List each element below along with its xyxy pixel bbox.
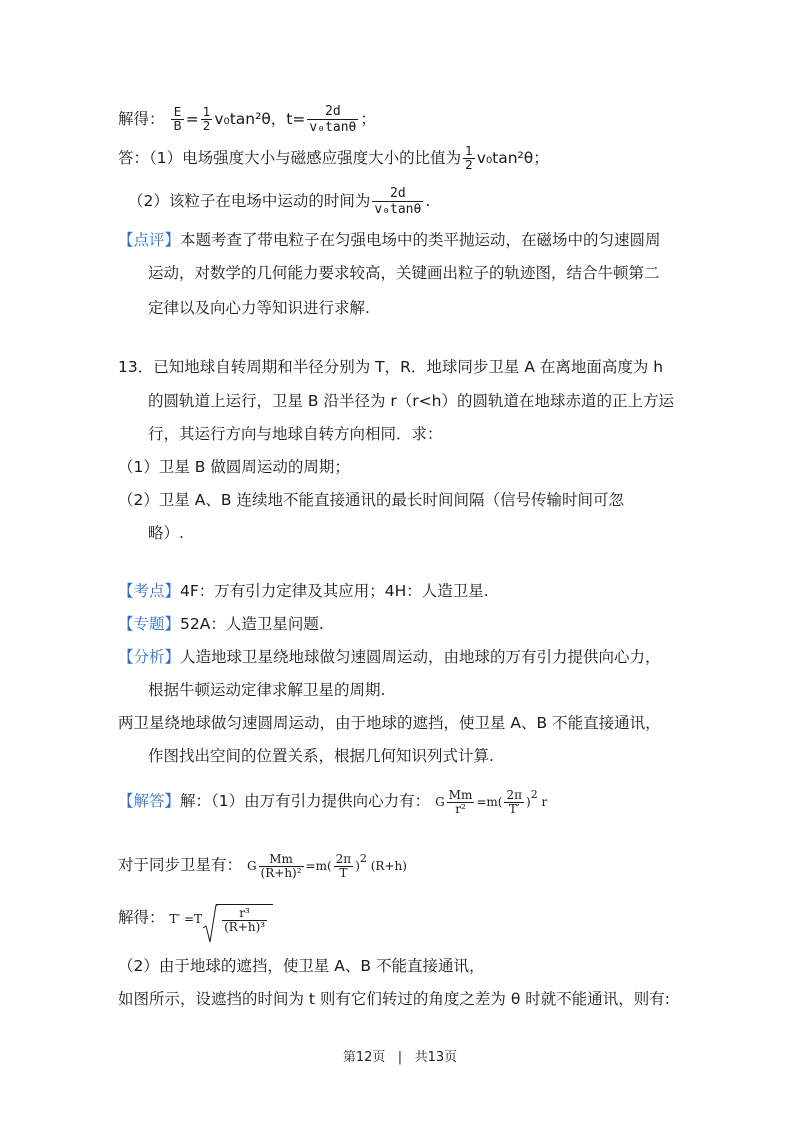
question-13-part-2	[118, 489, 624, 511]
numerator: 2d	[372, 186, 423, 202]
answer-line-1	[118, 145, 549, 172]
equation-3	[169, 906, 273, 934]
analysis-text: 两卫星绕地球做匀速圆周运动，由于地球的遮挡，使卫星 A、B 不能直接通讯，	[118, 714, 661, 732]
punctuation: ；	[360, 110, 376, 128]
solution-line-1	[118, 104, 376, 135]
denominator: 2	[465, 158, 473, 172]
page-total: 共13页	[414, 1050, 458, 1065]
question-13-line-2	[148, 390, 674, 412]
fraction-2pi-t	[334, 853, 354, 880]
analysis-text: 人造地球卫星绕地球做匀速圆周运动，由地球的万有引力提供向心力，	[180, 648, 661, 666]
comment-line-1	[118, 229, 661, 251]
comment-tag: 【点评】	[118, 231, 181, 249]
numerator: 1	[465, 144, 473, 158]
fraction-half	[463, 145, 475, 172]
solution-text: 如图所示，设遮挡的时间为 t 则有它们转过的角度之差为 θ 时就不能通讯，则有:	[118, 990, 670, 1008]
comment-text: 定律以及向心力等知识进行求解.	[148, 299, 370, 317]
analysis-line-3	[118, 712, 661, 734]
denominator: T′	[508, 802, 520, 816]
operator: =m(	[476, 795, 503, 809]
knowledge-tag: 【考点】	[118, 582, 181, 600]
comment-text: 运动，对数学的几何能力要求较高，关键画出粒子的轨迹图，结合牛顿第二	[148, 264, 660, 282]
fraction-r3-rh3	[222, 907, 267, 934]
numerator: Mm	[259, 853, 304, 867]
analysis-text: 根据牛顿运动定律求解卫星的周期.	[148, 681, 386, 699]
page-number: 第12页	[342, 1050, 386, 1065]
exponent: 2	[359, 852, 367, 865]
equation-2	[246, 852, 407, 880]
analysis-line-1	[118, 646, 661, 668]
answer-text: 答：（1）电场强度大小与磁感应强度大小的比值为	[118, 149, 462, 167]
punctuation: .	[425, 192, 431, 210]
denominator: (R+h)²	[260, 866, 302, 880]
denominator: (R+h)³	[224, 920, 266, 934]
paren: )	[526, 795, 531, 809]
fraction-time	[372, 186, 423, 217]
square-root	[202, 904, 273, 934]
expression-text: v₀tan²θ，t=	[214, 110, 306, 128]
analysis-tag: 【分析】	[118, 648, 181, 666]
denominator: 2	[202, 119, 211, 133]
numerator: 2π	[335, 852, 352, 866]
question-13-part-1	[118, 456, 350, 478]
numerator: Mm	[448, 788, 473, 802]
solution-eq-2	[118, 848, 407, 880]
knowledge-text: 4F：万有引力定律及其应用；4H：人造卫星.	[180, 582, 489, 600]
comment-line-3	[148, 297, 370, 319]
analysis-text: 作图找出空间的位置关系，根据几何知识列式计算.	[148, 747, 494, 765]
equals: =	[185, 110, 199, 128]
answer-line-2	[128, 186, 430, 217]
fraction-half	[201, 106, 213, 133]
topic-tag: 【专题】	[118, 615, 181, 633]
page-footer	[0, 1046, 800, 1065]
part-2-line-2	[118, 988, 670, 1010]
denominator: B	[173, 119, 182, 133]
topic-text: 52A：人造卫星问题.	[180, 615, 324, 633]
question-text: （1）卫星 B 做圆周运动的周期；	[118, 458, 350, 476]
numerator: 2π	[506, 788, 522, 802]
label-solve: 解得：	[118, 110, 165, 128]
solution-tag: 【解答】	[118, 792, 181, 810]
denominator: v₀tanθ	[374, 202, 422, 217]
fraction-2pi-t	[504, 789, 524, 816]
question-text: 行，其运行方向与地球自转方向相同．求：	[148, 425, 443, 443]
exponent: 2	[530, 788, 538, 801]
question-text: 略）.	[148, 524, 184, 542]
comment-line-2	[148, 262, 660, 284]
period-lhs: T′ =T	[169, 911, 203, 926]
denominator: v₀tanθ	[309, 120, 357, 135]
operator: =m(	[305, 859, 332, 873]
part-2-line-1	[118, 955, 484, 977]
numerator: r³	[222, 907, 267, 921]
answer-text: （2）该粒子在电场中运动的时间为	[128, 192, 371, 210]
radius-expr: (R+h)	[370, 859, 407, 873]
question-13-part-2-cont	[148, 522, 184, 544]
topic-line	[118, 613, 324, 635]
radius-var: r	[541, 795, 548, 809]
answer-text-end: v₀tan²θ；	[476, 149, 549, 167]
fraction-mm-rh2	[259, 853, 304, 880]
numerator: 1	[202, 105, 211, 119]
analysis-line-4	[148, 745, 494, 767]
question-text: 的圆轨道上运行，卫星 B 沿半径为 r（r<h）的圆轨道在地球赤道的正上方运	[148, 392, 674, 410]
numerator: E	[171, 106, 183, 120]
solution-text: （2）由于地球的遮挡，使卫星 A、B 不能直接通讯，	[118, 957, 485, 975]
question-13-line-3	[148, 423, 443, 445]
denominator: r²	[455, 802, 466, 816]
solution-text: 解得：	[118, 908, 165, 927]
fraction-mm-r2	[447, 789, 475, 816]
solution-text: 对于同步卫星有：	[118, 856, 243, 874]
comment-text: 本题考查了带电粒子在匀强电场中的类平抛运动，在磁场中的匀速圆周	[180, 231, 661, 249]
knowledge-point-line	[118, 580, 489, 602]
solution-eq-3	[118, 904, 273, 934]
numerator: 2d	[307, 104, 358, 120]
denominator: T	[339, 866, 348, 880]
gravity-constant: G	[246, 859, 257, 873]
footer-separator: |	[397, 1050, 403, 1065]
question-13-line-1	[118, 356, 663, 378]
solution-eq-1	[118, 784, 547, 816]
equation-1	[435, 788, 548, 816]
paren: )	[355, 859, 360, 873]
fraction-time	[307, 104, 358, 135]
solution-text: 解：（1）由万有引力提供向心力有：	[180, 792, 431, 810]
analysis-line-2	[148, 679, 385, 701]
fraction-e-over-b	[171, 106, 183, 133]
question-text: 13．已知地球自转周期和半径分别为 T，R．地球同步卫星 A 在离地面高度为 h	[118, 358, 664, 376]
radical-sign-icon	[202, 904, 218, 944]
question-text: （2）卫星 A、B 连续地不能直接通讯的最长时间间隔（信号传输时间可忽	[118, 491, 624, 509]
gravity-constant: G	[435, 795, 445, 809]
